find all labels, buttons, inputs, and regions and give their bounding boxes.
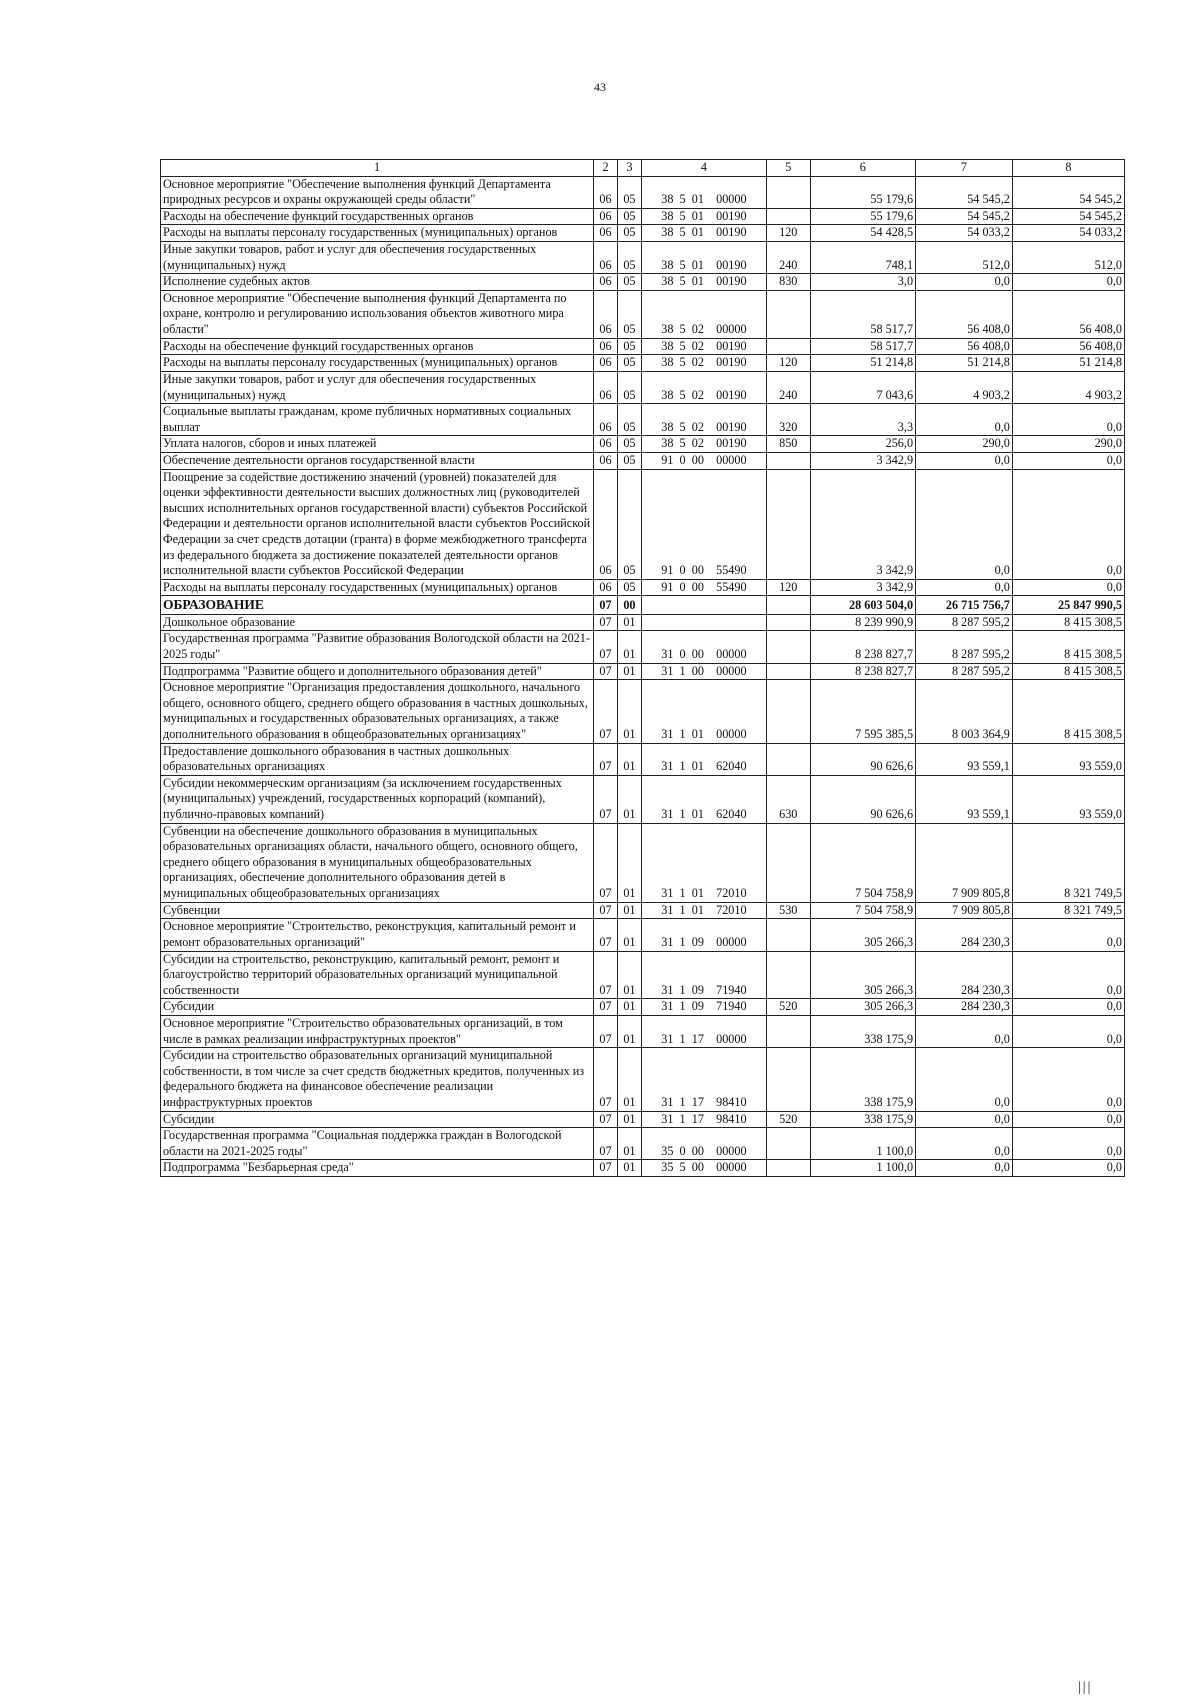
cell-subsection: 05 [617, 274, 641, 291]
cell-section: 07 [594, 775, 618, 823]
cell-target-article: 35 5 00 00000 [641, 1160, 766, 1177]
cell-subsection: 05 [617, 404, 641, 436]
cell-expense-type: 120 [766, 355, 810, 372]
table-row [161, 436, 1125, 453]
cell-amount-col7: 0,0 [916, 404, 1013, 436]
cell-amount-col6: 58 517,7 [810, 290, 916, 338]
cell-subsection: 05 [617, 225, 641, 242]
cell-amount-col8: 0,0 [1012, 1048, 1124, 1111]
cell-amount-col8: 56 408,0 [1012, 338, 1124, 355]
cell-target-article: 91 0 00 55490 [641, 579, 766, 596]
cell-expense-type: 530 [766, 902, 810, 919]
cell-section: 06 [594, 242, 618, 274]
cell-subsection: 01 [617, 1111, 641, 1128]
cell-amount-col6: 8 238 827,7 [810, 663, 916, 680]
cell-section: 06 [594, 436, 618, 453]
table-row [161, 775, 1125, 823]
cell-subsection: 05 [617, 452, 641, 469]
cell-name: Основное мероприятие "Обеспечение выполнения функций Департамента природных ресурсов и охраны окружающей среды области" [161, 176, 594, 208]
cell-section: 06 [594, 371, 618, 403]
cell-section: 06 [594, 176, 618, 208]
cell-expense-type: 120 [766, 579, 810, 596]
cell-subsection: 01 [617, 614, 641, 631]
cell-amount-col6: 338 175,9 [810, 1048, 916, 1111]
cell-amount-col6: 3,0 [810, 274, 916, 291]
cell-amount-col8: 8 415 308,5 [1012, 680, 1124, 743]
cell-target-article: 31 0 00 00000 [641, 631, 766, 663]
cell-target-article: 35 0 00 00000 [641, 1128, 766, 1160]
table-row [161, 596, 1125, 614]
cell-name: Исполнение судебных актов [161, 274, 594, 291]
table-row [161, 614, 1125, 631]
table-row [161, 371, 1125, 403]
cell-amount-col7: 26 715 756,7 [916, 596, 1013, 614]
cell-expense-type [766, 469, 810, 579]
cell-target-article: 38 5 01 00190 [641, 274, 766, 291]
cell-amount-col6: 7 504 758,9 [810, 902, 916, 919]
cell-name: Иные закупки товаров, работ и услуг для обеспечения государственных (муниципальных) нужд [161, 242, 594, 274]
cell-amount-col7: 284 230,3 [916, 999, 1013, 1016]
cell-name: Основное мероприятие "Обеспечение выполнения функций Департамента по охране, контролю и регулированию использования объектов животного мира области" [161, 290, 594, 338]
cell-amount-col8: 8 321 749,5 [1012, 902, 1124, 919]
cell-amount-col6: 55 179,6 [810, 176, 916, 208]
cell-amount-col6: 305 266,3 [810, 919, 916, 951]
table-row [161, 355, 1125, 372]
cell-subsection: 01 [617, 951, 641, 999]
cell-amount-col6: 55 179,6 [810, 208, 916, 225]
cell-target-article: 31 1 00 00000 [641, 663, 766, 680]
cell-section: 06 [594, 274, 618, 291]
cell-amount-col6: 338 175,9 [810, 1015, 916, 1047]
cell-amount-col6: 7 043,6 [810, 371, 916, 403]
cell-amount-col8: 93 559,0 [1012, 775, 1124, 823]
cell-amount-col6: 3 342,9 [810, 452, 916, 469]
table-row [161, 663, 1125, 680]
cell-amount-col8: 512,0 [1012, 242, 1124, 274]
table-row [161, 1015, 1125, 1047]
table-row [161, 999, 1125, 1016]
cell-amount-col8: 51 214,8 [1012, 355, 1124, 372]
cell-amount-col7: 0,0 [916, 1111, 1013, 1128]
cell-subsection: 01 [617, 1160, 641, 1177]
cell-name: Субсидии некоммерческим организациям (за исключением государственных (муниципальных) учреждений, государственных корпораций (компаний), публично-правовых компаний) [161, 775, 594, 823]
cell-amount-col6: 338 175,9 [810, 1111, 916, 1128]
table-row [161, 290, 1125, 338]
cell-amount-col7: 93 559,1 [916, 775, 1013, 823]
cell-amount-col7: 0,0 [916, 1015, 1013, 1047]
cell-subsection: 05 [617, 176, 641, 208]
cell-target-article [641, 614, 766, 631]
table-row [161, 631, 1125, 663]
cell-amount-col6: 3 342,9 [810, 469, 916, 579]
cell-name: Расходы на обеспечение функций государственных органов [161, 338, 594, 355]
cell-name: Обеспечение деятельности органов государственной власти [161, 452, 594, 469]
cell-expense-type [766, 631, 810, 663]
cell-amount-col7: 7 909 805,8 [916, 823, 1013, 902]
cell-section: 07 [594, 999, 618, 1016]
cell-amount-col7: 284 230,3 [916, 919, 1013, 951]
cell-amount-col8: 0,0 [1012, 274, 1124, 291]
table-body [161, 176, 1125, 1176]
cell-amount-col6: 54 428,5 [810, 225, 916, 242]
cell-expense-type: 850 [766, 436, 810, 453]
header-cell: 2 [594, 160, 618, 177]
cell-name: Основное мероприятие "Строительство, реконструкция, капитальный ремонт и ремонт образовательных организаций" [161, 919, 594, 951]
cell-amount-col6: 748,1 [810, 242, 916, 274]
cell-subsection: 01 [617, 743, 641, 775]
cell-subsection: 01 [617, 1128, 641, 1160]
cell-amount-col8: 0,0 [1012, 951, 1124, 999]
cell-subsection: 01 [617, 999, 641, 1016]
cell-expense-type [766, 338, 810, 355]
footer-mark: ||| [1078, 1680, 1093, 1695]
cell-subsection: 05 [617, 371, 641, 403]
cell-name: Субвенции [161, 902, 594, 919]
cell-section: 06 [594, 469, 618, 579]
cell-section: 07 [594, 902, 618, 919]
cell-target-article: 38 5 01 00190 [641, 208, 766, 225]
header-cell: 8 [1012, 160, 1124, 177]
cell-expense-type [766, 614, 810, 631]
cell-subsection: 05 [617, 208, 641, 225]
cell-expense-type: 240 [766, 371, 810, 403]
cell-target-article: 31 1 17 98410 [641, 1111, 766, 1128]
cell-amount-col7: 0,0 [916, 452, 1013, 469]
cell-expense-type [766, 823, 810, 902]
cell-target-article: 31 1 09 71940 [641, 999, 766, 1016]
cell-expense-type [766, 1160, 810, 1177]
cell-amount-col8: 0,0 [1012, 999, 1124, 1016]
table-row [161, 242, 1125, 274]
cell-section: 06 [594, 579, 618, 596]
cell-name: Основное мероприятие "Строительство образовательных организаций, в том числе в рамках реализации инфраструктурных проектов" [161, 1015, 594, 1047]
cell-amount-col7: 8 287 595,2 [916, 614, 1013, 631]
cell-expense-type: 830 [766, 274, 810, 291]
cell-name: Дошкольное образование [161, 614, 594, 631]
cell-name: Расходы на обеспечение функций государственных органов [161, 208, 594, 225]
cell-amount-col6: 90 626,6 [810, 743, 916, 775]
cell-amount-col7: 8 287 595,2 [916, 663, 1013, 680]
cell-target-article: 38 5 02 00190 [641, 338, 766, 355]
cell-target-article: 38 5 02 00190 [641, 371, 766, 403]
cell-amount-col8: 0,0 [1012, 1160, 1124, 1177]
cell-name: Подпрограмма "Развитие общего и дополнительного образования детей" [161, 663, 594, 680]
cell-section: 07 [594, 614, 618, 631]
header-cell: 6 [810, 160, 916, 177]
table-row [161, 208, 1125, 225]
table-row [161, 1160, 1125, 1177]
cell-amount-col8: 0,0 [1012, 1015, 1124, 1047]
cell-section: 07 [594, 663, 618, 680]
cell-section: 06 [594, 208, 618, 225]
table-row [161, 469, 1125, 579]
cell-section: 07 [594, 1160, 618, 1177]
cell-subsection: 05 [617, 355, 641, 372]
cell-target-article: 31 1 09 71940 [641, 951, 766, 999]
cell-name: Предоставление дошкольного образования в частных дошкольных образовательных организациях [161, 743, 594, 775]
cell-section: 06 [594, 452, 618, 469]
cell-expense-type [766, 743, 810, 775]
cell-name: Субсидии на строительство, реконструкцию, капитальный ремонт, ремонт и благоустройство территорий образовательных организаций муниципальной собственности [161, 951, 594, 999]
cell-subsection: 01 [617, 902, 641, 919]
cell-expense-type [766, 919, 810, 951]
cell-expense-type: 240 [766, 242, 810, 274]
cell-amount-col7: 7 909 805,8 [916, 902, 1013, 919]
cell-amount-col8: 8 415 308,5 [1012, 663, 1124, 680]
table-row [161, 1048, 1125, 1111]
cell-target-article: 91 0 00 00000 [641, 452, 766, 469]
table-row [161, 1128, 1125, 1160]
cell-amount-col6: 58 517,7 [810, 338, 916, 355]
header-cell: 1 [161, 160, 594, 177]
cell-amount-col7: 0,0 [916, 469, 1013, 579]
table-row [161, 680, 1125, 743]
cell-section: 07 [594, 1015, 618, 1047]
cell-subsection: 05 [617, 436, 641, 453]
cell-amount-col8: 8 415 308,5 [1012, 614, 1124, 631]
cell-amount-col6: 305 266,3 [810, 951, 916, 999]
cell-subsection: 01 [617, 1048, 641, 1111]
table-row [161, 176, 1125, 208]
cell-amount-col7: 54 545,2 [916, 176, 1013, 208]
cell-amount-col7: 284 230,3 [916, 951, 1013, 999]
header-cell: 7 [916, 160, 1013, 177]
cell-target-article: 38 5 02 00190 [641, 436, 766, 453]
table-row [161, 579, 1125, 596]
cell-amount-col7: 51 214,8 [916, 355, 1013, 372]
cell-target-article: 31 1 01 62040 [641, 775, 766, 823]
table-header-row [161, 160, 1125, 177]
cell-section: 06 [594, 355, 618, 372]
cell-name: Субсидии на строительство образовательных организаций муниципальной собственности, в том числе за счет средств бюджетных кредитов, полученных из федерального бюджета на финансовое обеспечение реализации инфраструктурных проектов [161, 1048, 594, 1111]
cell-expense-type [766, 290, 810, 338]
cell-amount-col6: 256,0 [810, 436, 916, 453]
cell-amount-col7: 56 408,0 [916, 338, 1013, 355]
cell-target-article: 31 1 01 72010 [641, 902, 766, 919]
cell-expense-type: 520 [766, 1111, 810, 1128]
cell-amount-col8: 54 033,2 [1012, 225, 1124, 242]
page-number: 43 [594, 80, 606, 94]
cell-subsection: 01 [617, 663, 641, 680]
cell-amount-col7: 8 287 595,2 [916, 631, 1013, 663]
cell-subsection: 05 [617, 242, 641, 274]
cell-section: 07 [594, 1128, 618, 1160]
cell-amount-col7: 0,0 [916, 274, 1013, 291]
cell-amount-col8: 0,0 [1012, 919, 1124, 951]
cell-amount-col6: 3,3 [810, 404, 916, 436]
cell-amount-col7: 0,0 [916, 579, 1013, 596]
cell-target-article: 31 1 01 00000 [641, 680, 766, 743]
cell-amount-col8: 0,0 [1012, 1128, 1124, 1160]
cell-section: 07 [594, 919, 618, 951]
cell-expense-type [766, 176, 810, 208]
cell-amount-col6: 7 595 385,5 [810, 680, 916, 743]
cell-amount-col8: 54 545,2 [1012, 176, 1124, 208]
cell-amount-col8: 4 903,2 [1012, 371, 1124, 403]
cell-subsection: 01 [617, 680, 641, 743]
cell-expense-type: 320 [766, 404, 810, 436]
cell-target-article: 31 1 17 98410 [641, 1048, 766, 1111]
cell-target-article: 38 5 02 00190 [641, 355, 766, 372]
cell-subsection: 01 [617, 823, 641, 902]
cell-name: Субвенции на обеспечение дошкольного образования в муниципальных образовательных организациях области, начального общего, основного общего, среднего общего образования в муниципальных общеобразовательных организациях, обеспечение дополнительного образования детей в муниципальных общеобразовательных организациях [161, 823, 594, 902]
cell-amount-col8: 93 559,0 [1012, 743, 1124, 775]
table-row [161, 404, 1125, 436]
cell-section: 06 [594, 404, 618, 436]
cell-expense-type [766, 208, 810, 225]
cell-amount-col7: 54 545,2 [916, 208, 1013, 225]
cell-subsection: 01 [617, 1015, 641, 1047]
cell-name: Основное мероприятие "Организация предоставления дошкольного, начального общего, основного общего, среднего общего образования в частных дошкольных, муниципальных и государственных образовательных организациях, а также дополнительного образования в общеобразовательных организациях" [161, 680, 594, 743]
cell-name: Государственная программа "Социальная поддержка граждан в Вологодской области на 2021-2025 годы" [161, 1128, 594, 1160]
cell-amount-col7: 8 003 364,9 [916, 680, 1013, 743]
cell-expense-type [766, 1015, 810, 1047]
header-cell: 5 [766, 160, 810, 177]
cell-name: Расходы на выплаты персоналу государственных (муниципальных) органов [161, 355, 594, 372]
cell-name: ОБРАЗОВАНИЕ [161, 596, 594, 614]
cell-amount-col7: 56 408,0 [916, 290, 1013, 338]
header-cell: 3 [617, 160, 641, 177]
budget-table [160, 159, 1125, 1177]
cell-amount-col7: 512,0 [916, 242, 1013, 274]
cell-target-article: 31 1 17 00000 [641, 1015, 766, 1047]
cell-section: 07 [594, 596, 618, 614]
cell-section: 07 [594, 823, 618, 902]
cell-section: 07 [594, 680, 618, 743]
cell-section: 07 [594, 1111, 618, 1128]
cell-name: Субсидии [161, 1111, 594, 1128]
cell-name: Расходы на выплаты персоналу государственных (муниципальных) органов [161, 579, 594, 596]
cell-name: Подпрограмма "Безбарьерная среда" [161, 1160, 594, 1177]
table-row [161, 919, 1125, 951]
cell-section: 06 [594, 225, 618, 242]
cell-expense-type [766, 452, 810, 469]
cell-amount-col6: 28 603 504,0 [810, 596, 916, 614]
cell-section: 07 [594, 631, 618, 663]
table-row [161, 225, 1125, 242]
cell-subsection: 00 [617, 596, 641, 614]
header-cell: 4 [641, 160, 766, 177]
cell-expense-type: 630 [766, 775, 810, 823]
cell-amount-col8: 0,0 [1012, 469, 1124, 579]
cell-subsection: 05 [617, 338, 641, 355]
cell-amount-col6: 1 100,0 [810, 1128, 916, 1160]
cell-target-article: 38 5 02 00190 [641, 404, 766, 436]
cell-amount-col6: 3 342,9 [810, 579, 916, 596]
cell-amount-col8: 0,0 [1012, 452, 1124, 469]
table-row [161, 902, 1125, 919]
cell-amount-col8: 0,0 [1012, 1111, 1124, 1128]
cell-expense-type [766, 663, 810, 680]
cell-expense-type: 520 [766, 999, 810, 1016]
cell-amount-col8: 0,0 [1012, 404, 1124, 436]
cell-expense-type [766, 1048, 810, 1111]
table-row [161, 338, 1125, 355]
cell-section: 07 [594, 951, 618, 999]
cell-amount-col7: 54 033,2 [916, 225, 1013, 242]
table-row [161, 274, 1125, 291]
cell-expense-type: 120 [766, 225, 810, 242]
cell-subsection: 01 [617, 775, 641, 823]
cell-section: 07 [594, 1048, 618, 1111]
cell-amount-col7: 0,0 [916, 1128, 1013, 1160]
cell-target-article: 38 5 02 00000 [641, 290, 766, 338]
cell-target-article: 31 1 01 62040 [641, 743, 766, 775]
cell-expense-type [766, 596, 810, 614]
cell-amount-col8: 8 415 308,5 [1012, 631, 1124, 663]
cell-amount-col6: 7 504 758,9 [810, 823, 916, 902]
cell-amount-col6: 1 100,0 [810, 1160, 916, 1177]
cell-section: 06 [594, 290, 618, 338]
cell-subsection: 05 [617, 469, 641, 579]
cell-amount-col8: 8 321 749,5 [1012, 823, 1124, 902]
cell-name: Государственная программа "Развитие образования Вологодской области на 2021-2025 годы" [161, 631, 594, 663]
cell-amount-col8: 25 847 990,5 [1012, 596, 1124, 614]
cell-expense-type [766, 680, 810, 743]
cell-target-article: 31 1 09 00000 [641, 919, 766, 951]
cell-amount-col7: 0,0 [916, 1048, 1013, 1111]
cell-name: Расходы на выплаты персоналу государственных (муниципальных) органов [161, 225, 594, 242]
cell-target-article: 38 5 01 00000 [641, 176, 766, 208]
cell-section: 06 [594, 338, 618, 355]
cell-name: Поощрение за содействие достижению значений (уровней) показателей для оценки эффективности деятельности высших должностных лиц (руководителей высших исполнительных органов государственной власти) субъектов Российской Федерации и деятельности органов исполнительной власти субъектов Российской Федерации за счет средств дотации (гранта) в форме межбюджетного трансферта из федерального бюджета за достижение показателей деятельности органов исполнительной власти субъектов Российской Федерации [161, 469, 594, 579]
cell-amount-col8: 290,0 [1012, 436, 1124, 453]
cell-amount-col8: 54 545,2 [1012, 208, 1124, 225]
cell-amount-col7: 290,0 [916, 436, 1013, 453]
cell-amount-col6: 8 238 827,7 [810, 631, 916, 663]
cell-amount-col6: 8 239 990,9 [810, 614, 916, 631]
cell-name: Субсидии [161, 999, 594, 1016]
cell-amount-col8: 0,0 [1012, 579, 1124, 596]
table-row [161, 823, 1125, 902]
cell-expense-type [766, 1128, 810, 1160]
table-row [161, 452, 1125, 469]
cell-name: Уплата налогов, сборов и иных платежей [161, 436, 594, 453]
cell-amount-col7: 4 903,2 [916, 371, 1013, 403]
cell-subsection: 01 [617, 919, 641, 951]
cell-target-article [641, 596, 766, 614]
cell-amount-col6: 90 626,6 [810, 775, 916, 823]
cell-amount-col7: 93 559,1 [916, 743, 1013, 775]
table-row [161, 1111, 1125, 1128]
cell-section: 07 [594, 743, 618, 775]
cell-subsection: 01 [617, 631, 641, 663]
cell-target-article: 38 5 01 00190 [641, 225, 766, 242]
cell-subsection: 05 [617, 290, 641, 338]
cell-amount-col6: 51 214,8 [810, 355, 916, 372]
table-row [161, 951, 1125, 999]
table-row [161, 743, 1125, 775]
cell-name: Социальные выплаты гражданам, кроме публичных нормативных социальных выплат [161, 404, 594, 436]
cell-target-article: 91 0 00 55490 [641, 469, 766, 579]
cell-amount-col6: 305 266,3 [810, 999, 916, 1016]
cell-name: Иные закупки товаров, работ и услуг для обеспечения государственных (муниципальных) нужд [161, 371, 594, 403]
cell-amount-col8: 56 408,0 [1012, 290, 1124, 338]
cell-expense-type [766, 951, 810, 999]
cell-amount-col7: 0,0 [916, 1160, 1013, 1177]
cell-target-article: 31 1 01 72010 [641, 823, 766, 902]
cell-subsection: 05 [617, 579, 641, 596]
cell-target-article: 38 5 01 00190 [641, 242, 766, 274]
